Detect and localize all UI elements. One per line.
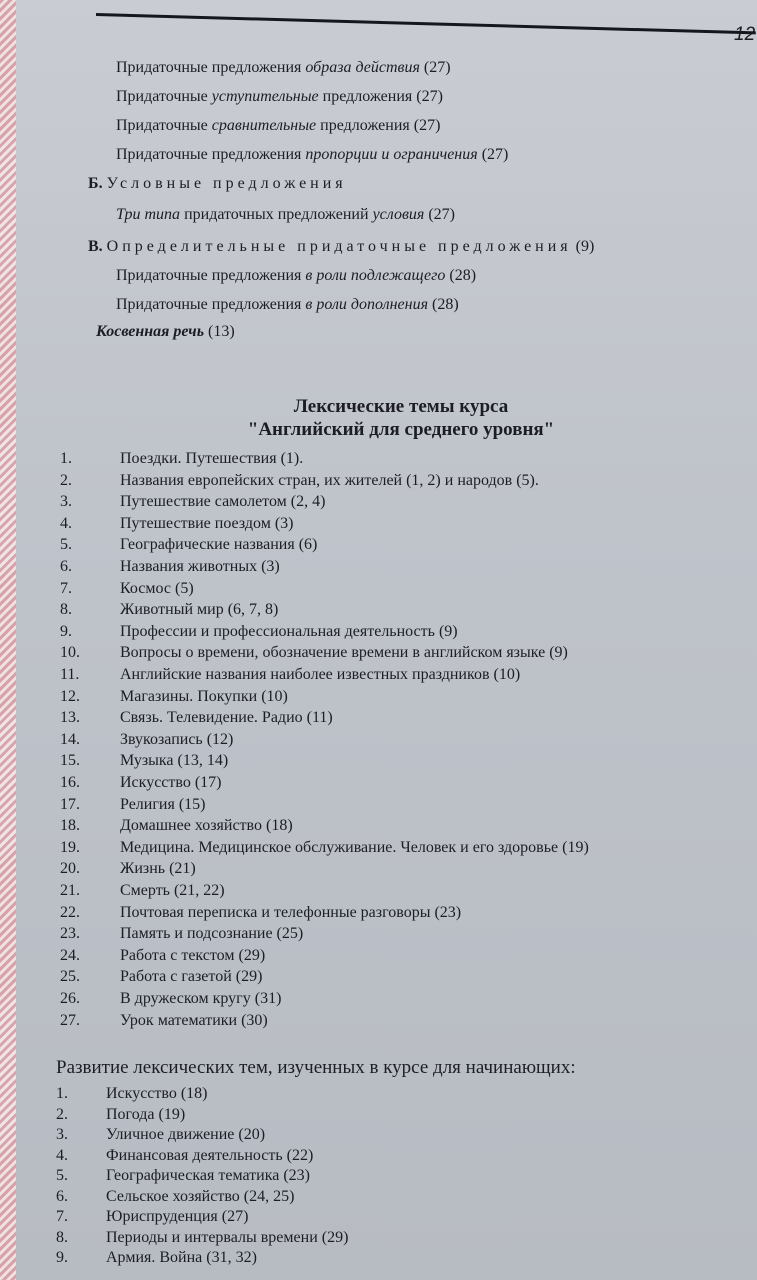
topic-item: Профессии и профессиональная деятельность (9) [120,622,458,640]
topic-number: 12. [60,687,80,705]
page-edge [0,0,16,1280]
topic-number: 8. [56,1228,68,1246]
topic-number: 13. [60,709,80,727]
topic-item: Географические названия (6) [120,536,318,554]
topic-number: 2. [56,1105,68,1123]
topic-item: Религия (15) [120,795,206,813]
topic-number: 9. [60,622,72,640]
topic-item: Домашнее хозяйство (18) [120,817,293,835]
topic-number: 8. [60,601,72,619]
page-number: 12 [734,24,756,45]
lexical-heading-1: Лексические темы курса [293,396,509,417]
topic-number: 5. [60,536,72,554]
lexical-heading-2: "Английский для среднего уровня" [247,419,555,440]
topic-item: Искусство (18) [106,1085,208,1102]
topic-number: 10. [60,644,80,662]
topic-number: 6. [60,558,72,575]
topic-item: Юриспруденция (27) [106,1208,249,1225]
grammar-line: Придаточные сравнительные предложения (27) [116,117,441,134]
topic-item: Путешествие самолетом (2, 4) [120,493,326,511]
topic-number: 1. [60,450,72,467]
topic-number: 25. [60,968,80,986]
topic-number: 26. [60,990,80,1007]
topic-number: 11. [60,666,80,683]
topic-number: 3. [60,493,72,511]
topic-item: Финансовая деятельность (22) [106,1146,314,1164]
topic-item: Искусство (17) [120,774,222,791]
section-v-title: В. Определительные придаточные предложения (9) [88,238,595,255]
topic-item: Поездки. Путешествия (1). [120,450,304,467]
topic-number: 6. [56,1187,68,1205]
topic-item: Музыка (13, 14) [120,752,229,770]
topic-number: 24. [60,946,80,964]
grammar-line: Придаточные предложения пропорции и ограничения (27) [116,146,509,163]
topic-item: Работа с газетой (29) [120,968,263,986]
section-b-line: Три типа придаточных предложений условия (27) [116,206,455,223]
topic-number: 7. [56,1208,68,1225]
topic-number: 21. [60,882,80,899]
topic-number: 17. [60,795,80,813]
topic-item: Память и подсознание (25) [120,925,304,943]
topic-number: 1. [56,1085,68,1102]
topic-item: Английские названия наиболее известных праздников (10) [120,666,521,683]
topic-item: Почтовая переписка и телефонные разговоры (23) [120,903,462,921]
topic-number: 2. [60,471,72,489]
topic-number: 23. [60,925,80,943]
topic-item: Погода (19) [106,1105,186,1123]
topic-number: 4. [60,514,72,532]
topic-item: Названия животных (3) [120,558,280,575]
section-v-line: Придаточные предложения в роли подлежащего (28) [116,267,477,284]
topic-item: Жизнь (21) [120,860,196,878]
topic-number: 19. [60,838,80,856]
grammar-line: Придаточные предложения образа действия (27) [116,59,451,76]
topic-number: 20. [60,860,80,878]
topic-item: В дружеском кругу (31) [120,990,282,1007]
topic-number: 18. [60,817,80,835]
topic-item: Путешествие поездом (3) [120,514,294,532]
topic-item: Уличное движение (20) [106,1126,266,1143]
topic-number: 7. [60,579,72,597]
header-rule [96,13,756,34]
topic-item: Связь. Телевидение. Радио (11) [120,709,333,727]
section-b-title: Б. Условные предложения [88,175,347,192]
topic-number: 15. [60,752,80,770]
topic-number: 5. [56,1167,68,1184]
topic-item: Животный мир (6, 7, 8) [120,601,279,619]
topic-item: Медицина. Медицинское обслуживание. Человек и его здоровье (19) [120,838,589,856]
topic-number: 9. [56,1249,68,1266]
topic-item: Работа с текстом (29) [120,946,266,964]
topic-number: 16. [60,774,80,791]
topic-item: Периоды и интервалы времени (29) [106,1228,349,1246]
topic-number: 3. [56,1126,68,1143]
topic-item: Смерть (21, 22) [120,882,225,899]
grammar-line: Придаточные уступительные предложения (27) [116,88,443,105]
topic-item: Вопросы о времени, обозначение времени в английском языке (9) [120,644,568,662]
topic-item: Космос (5) [120,579,194,597]
topic-item: Названия европейских стран, их жителей (1, 2) и народов (5). [120,471,539,489]
section-v-line: Придаточные предложения в роли дополнения (28) [116,296,459,313]
topic-item: Урок математики (30) [120,1011,268,1029]
topic-item: Сельское хозяйство (24, 25) [106,1187,295,1205]
topic-number: 14. [60,730,80,748]
beginner-heading: Развитие лексических тем, изученных в курсе для начинающих: [56,1057,576,1078]
topic-number: 4. [56,1146,68,1164]
topic-number: 22. [60,903,80,921]
reported-speech: Косвенная речь (13) [96,323,235,340]
book-page [16,0,757,1280]
topic-item: Армия. Война (31, 32) [106,1249,257,1266]
topic-item: Звукозапись (12) [120,730,234,748]
topic-item: Магазины. Покупки (10) [120,687,288,705]
topic-number: 27. [60,1011,80,1029]
topic-item: Географическая тематика (23) [106,1167,311,1184]
